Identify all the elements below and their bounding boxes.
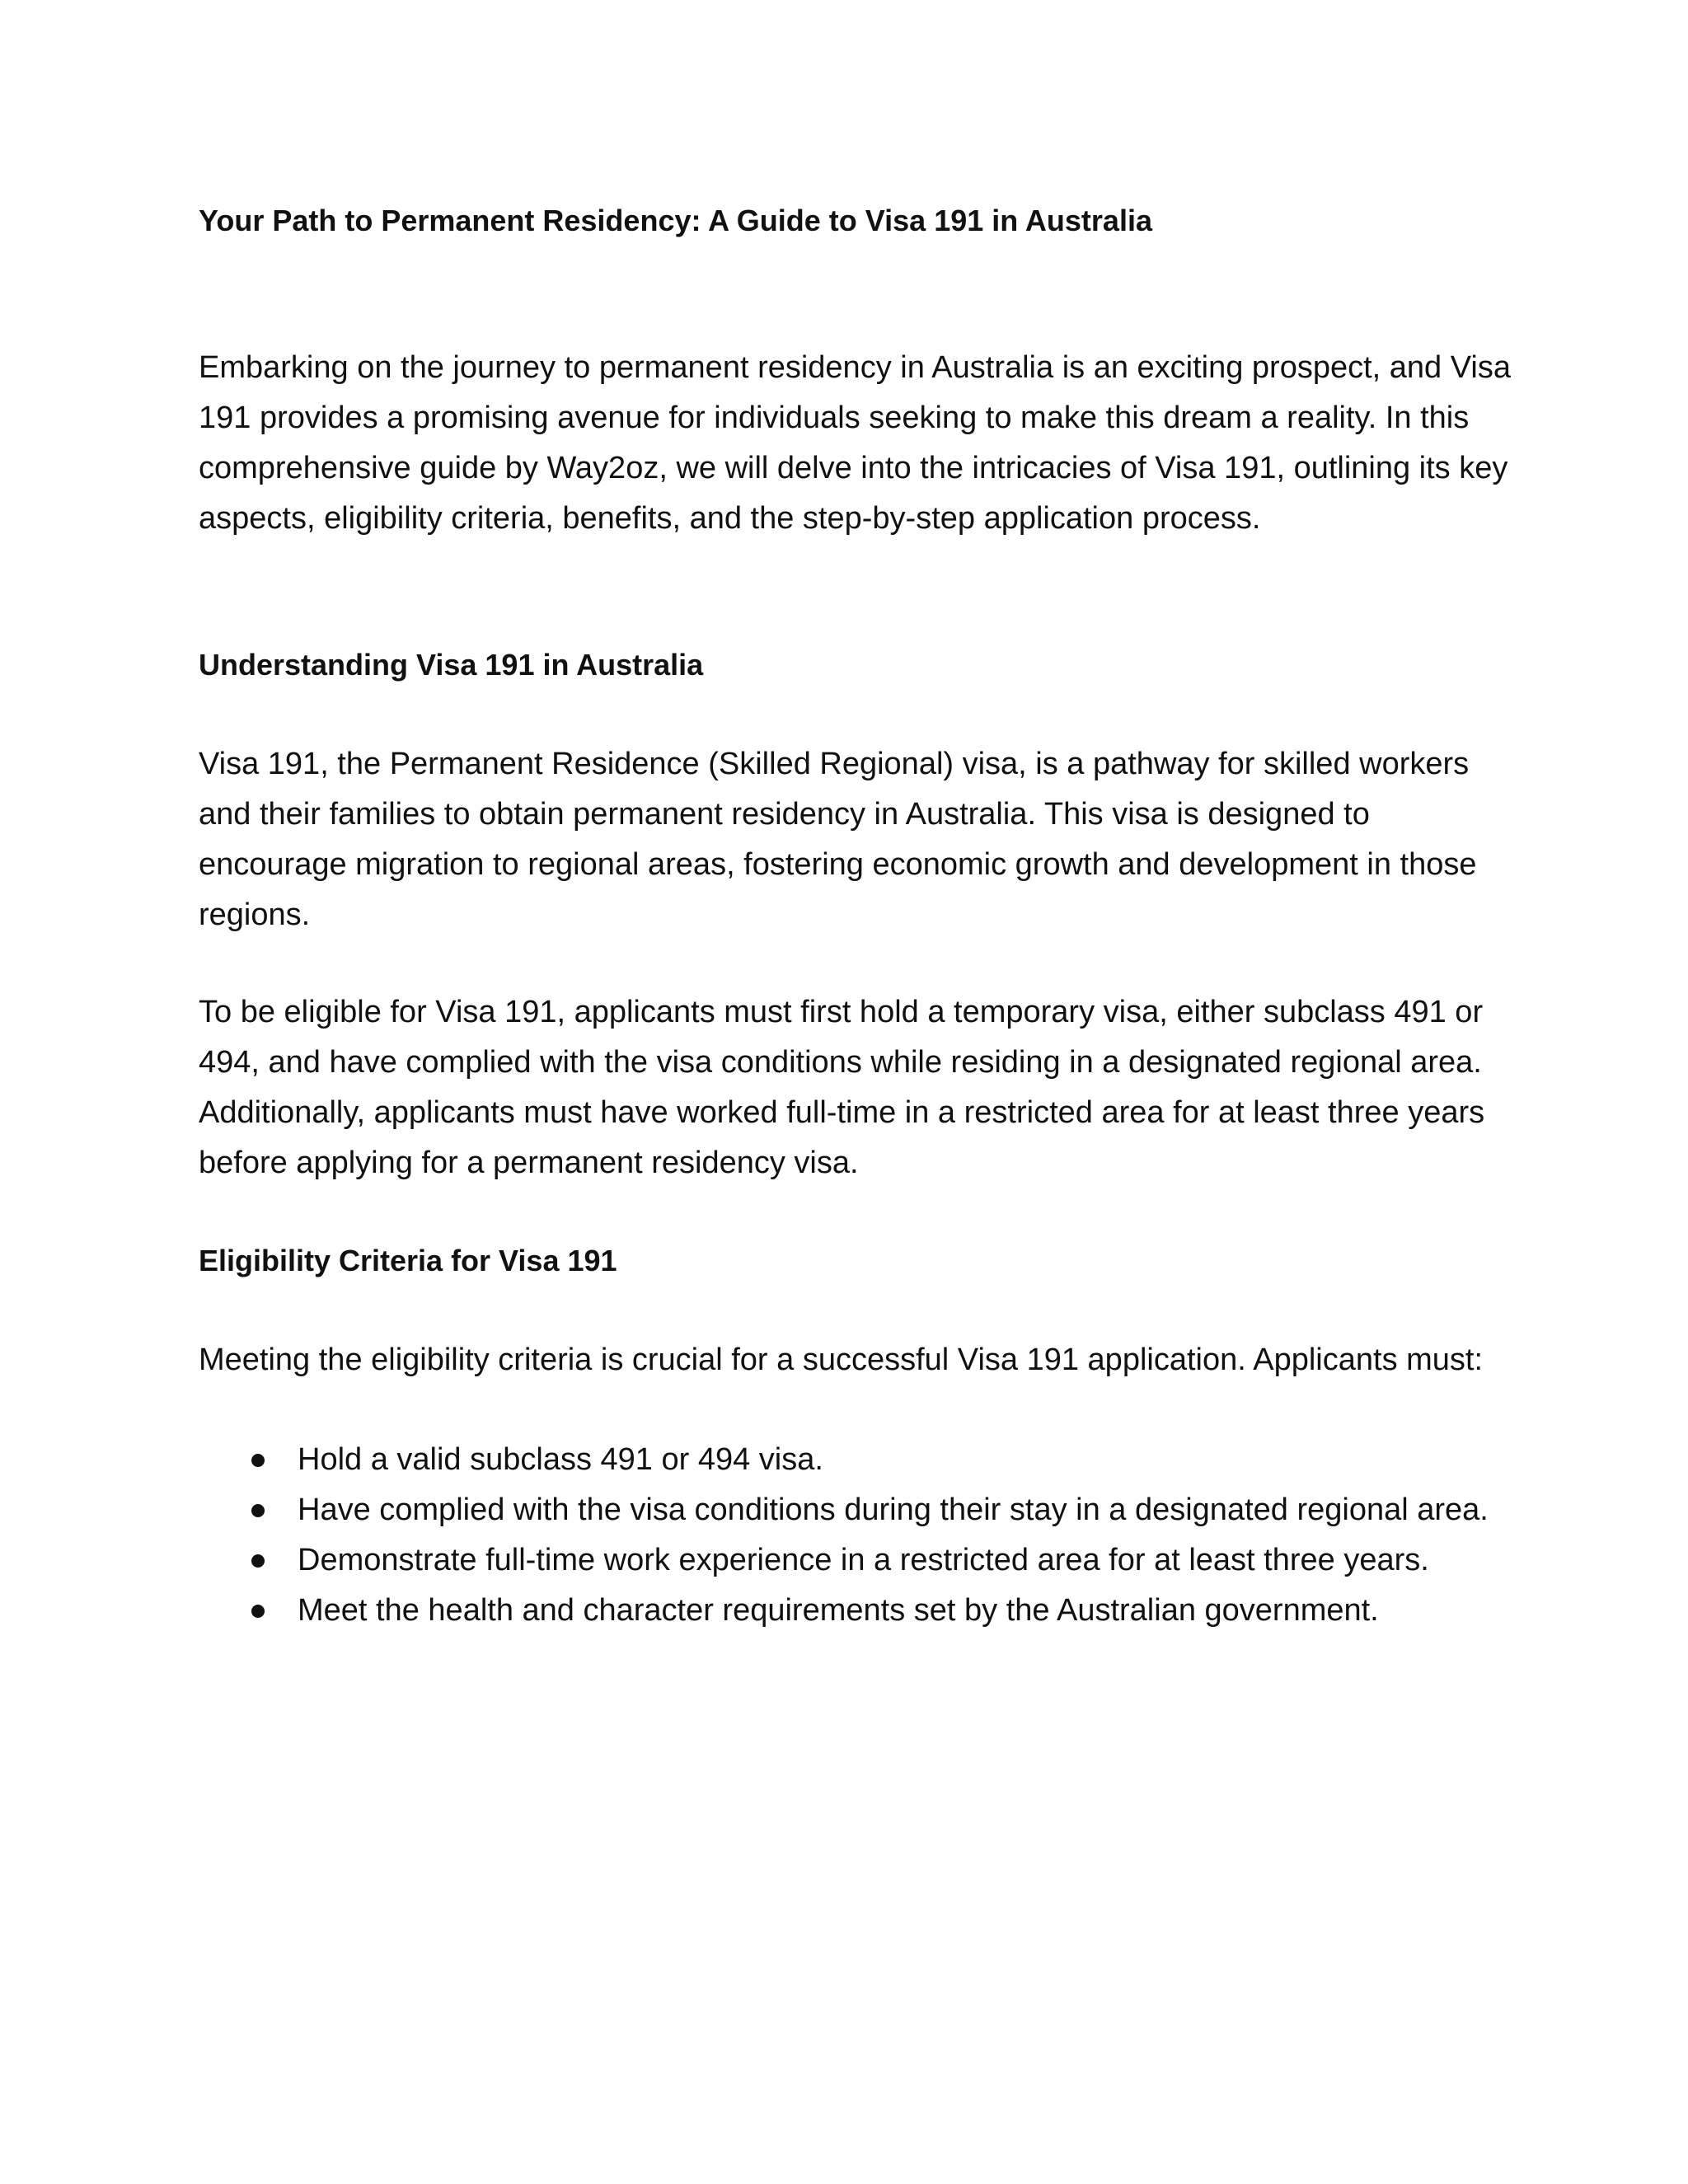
eligibility-paragraph: Meeting the eligibility criteria is crucial for a successful Visa 191 application. Applicants must: [199,1343,1484,1377]
list-item [199,1586,1517,1636]
list-item-text: Hold a valid subclass 491 or 494 visa. [298,1442,823,1477]
bullet-icon [251,1605,265,1618]
section-heading-eligibility: Eligibility Criteria for Visa 191 [199,1244,617,1277]
list-item-text: Meet the health and character requirements set by the Australian government. [298,1593,1379,1628]
document-title: Your Path to Permanent Residency: A Guide to Visa 191 in Australia [199,204,1152,237]
intro-paragraph: Embarking on the journey to permanent residency in Australia is an exciting prospect, and Visa 191 provides a promising avenue for individuals seeking to make this dream a reality. In this comprehensive guide by Way2oz, we will delve into the intricacies of Visa 191, outlining its key aspects, eligibility criteria, benefits, and the step-by-step application process. [199,350,1511,536]
eligibility-list [199,1435,1517,1636]
bullet-icon [251,1504,265,1517]
list-item-text: Demonstrate full-time work experience in a restricted area for at least three years. [298,1543,1429,1577]
section-heading-understanding: Understanding Visa 191 in Australia [199,648,704,682]
list-item [199,1535,1517,1586]
bullet-icon [251,1554,265,1568]
understanding-paragraph-1: Visa 191, the Permanent Residence (Skilled Regional) visa, is a pathway for skilled workers and their families to obtain permanent residency in Australia. This visa is designed to encourage migration to regional areas, fostering economic growth and development in those regions. [199,747,1477,932]
list-item [199,1435,1517,1485]
understanding-paragraph-2: To be eligible for Visa 191, applicants must first hold a temporary visa, either subclass 491 or 494, and have complied with the visa conditions while residing in a designated regional area. Additionally, applicants must have worked full-time in a restricted area for at least three years before applying for a permanent residency visa. [199,995,1485,1180]
list-item-text: Have complied with the visa conditions during their stay in a designated regional area. [298,1493,1489,1527]
list-item [199,1485,1517,1535]
bullet-icon [251,1454,265,1467]
